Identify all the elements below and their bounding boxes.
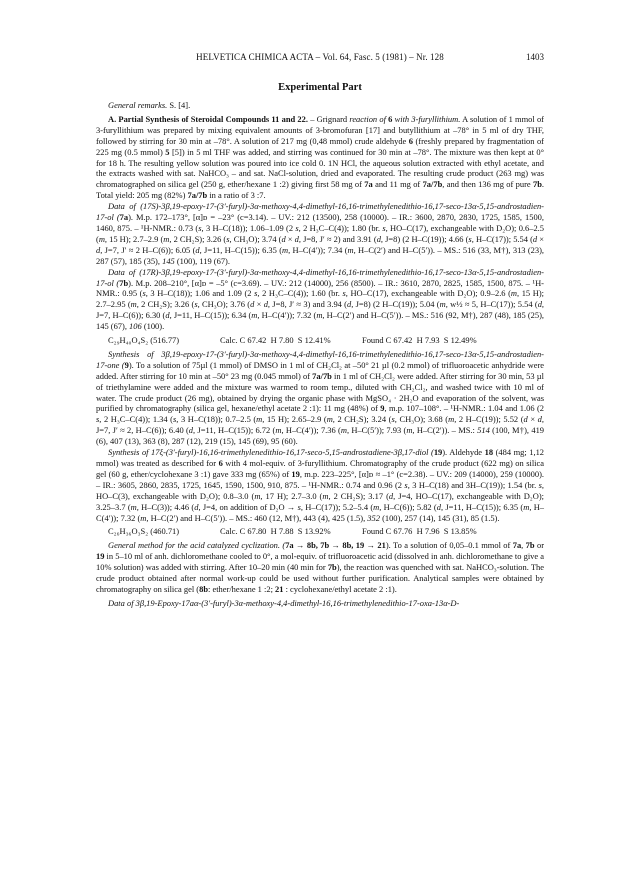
- text-run: ×: [285, 233, 295, 244]
- text-run: ×: [537, 233, 544, 244]
- text-run: d: [346, 299, 352, 310]
- text-run: , 15 H); 2.65–2.9 (: [262, 414, 327, 425]
- paragraph: [96, 114, 544, 201]
- text-run: d: [532, 233, 538, 244]
- text-run: A solution of 1 mmol of 3-furyllithium was prepared by mixing equivalent amounts of 3-bromofuran [17] and butyllithium at –78° in 5 ml of dry THF, followed by stirring for 30 min at –78°. A solution of 217 mg (0,48 mmol) crude aldehyde: [96, 113, 544, 146]
- text-run: m: [275, 425, 282, 436]
- text-run: Synthesis of 3β,19-epoxy-17-(3′-furyl)-3α-methoxy-4,4-dimethyl-16,16-trimethylenedithio-16,17-seco-13α-5,15-androstadien-17-one (: [96, 348, 544, 370]
- text-run: , 2 CH₂S); 3.17 (: [328, 490, 389, 501]
- text-run: d: [250, 299, 255, 310]
- text-run: d: [263, 299, 268, 310]
- page-number: 1403: [526, 52, 544, 62]
- paragraph: [96, 100, 544, 111]
- text-run: , CH₃O); 3.74 (: [229, 233, 282, 244]
- text-run: s: [382, 222, 386, 233]
- text-run: , 2 H₃C–C(4)); 1.60 (br.: [257, 288, 343, 299]
- text-run: m: [439, 299, 446, 310]
- text-run: d: [195, 244, 200, 255]
- text-run: , J=8, J′ ≈ 2) and 3.91 (: [298, 233, 377, 244]
- text-run: , H–C(3)); 4.46 (: [136, 501, 195, 512]
- text-run: , 17 H); 2.7–3.0 (: [260, 490, 323, 501]
- calculated-values: Calc. C 67.80 H 7.88 S 13.92%: [220, 526, 331, 537]
- text-run: 145: [162, 255, 175, 266]
- text-run: 7a: [364, 179, 373, 190]
- text-run: 6: [408, 135, 414, 146]
- text-run: (100).: [141, 321, 165, 332]
- text-run: , J=4, on addition of D₂O →: [198, 501, 298, 512]
- text-run: , H–C(5′)); 7.93 (: [346, 425, 407, 436]
- text-run: 1N HCl, the aqueous solution extracted with ethyl acetate, and the extracts washed with sat. NaHCO₃ – and sat. NaCl-solution, dried and evaporated. The resulting crude product (263 mg) was chromatographed on silica gel (250 g, ether/hexane 1 :2) giving first 58 mg of: [96, 157, 544, 190]
- text-run: 6: [388, 113, 393, 124]
- text-run: , 2 CH₂S); 3.24 (: [332, 414, 392, 425]
- text-run: d: [523, 414, 528, 425]
- text-run: 7a/7b: [187, 190, 208, 201]
- text-run: , J=11, H–C(15)); 6.35 (: [199, 244, 283, 255]
- text-run: , 3 H–C(18)); 1.06 and 1.09 (2: [145, 288, 255, 299]
- text-run: 19: [433, 447, 443, 458]
- text-run: 7a: [512, 540, 522, 551]
- text-run: s: [295, 222, 299, 233]
- text-run: and 11 mg of: [372, 179, 423, 190]
- text-run: 106: [129, 321, 142, 332]
- text-run: m: [347, 244, 354, 255]
- text-run: (100), 257 (14), 145 (31), 85 (1.5).: [379, 512, 500, 523]
- text-run: 514: [477, 425, 490, 436]
- text-run: , H–C(4′)); 7.36 (: [281, 425, 341, 436]
- text-run: , J=8, J′ ≈ 3) and 3.94 (: [267, 299, 347, 310]
- text-run: in 1 ml of CH₂Cl₂ were added. After stirring for 30 min, 53 µl of triethylamine were added and the mixture was warmed to room temp., diluted with CH₂Cl₂, and washed twice with 10 ml of water. The crude product (26 mg), obtained by drying the organic phase with MgSO₄ · 2H₂O and evaporation of the solvent, was purified by chromatography (silica gel, hexane/ethyl acetate 2 :1): 11 mg (48%) of: [96, 370, 544, 414]
- text-run: , H–C(2′) and H–C(5′)). – MS.: 516 (92, M†), 287 (48), 185 (25), 145 (67),: [96, 310, 544, 332]
- text-run: d: [537, 414, 542, 425]
- text-run: m: [140, 512, 147, 523]
- text-run: , H–C(4′)); 7.32 (: [96, 501, 545, 523]
- text-run: 19: [96, 551, 105, 562]
- text-run: with 3-furyllithium.: [392, 113, 461, 124]
- text-run: 7a/7b: [422, 179, 443, 190]
- text-run: d: [194, 501, 199, 512]
- text-run: m: [130, 299, 137, 310]
- text-run: , H–C(2′)). – MS.:: [412, 425, 478, 436]
- text-run: m: [322, 490, 329, 501]
- formula-label: C₂₆H₃₆O₃S₂ (460.71): [108, 526, 180, 537]
- text-run: 7b: [119, 277, 129, 288]
- text-run: , 15 H); 2.7–2.95 (: [96, 288, 544, 310]
- text-run: , 2 H₃C–C(4)); 1.80 (br.: [298, 222, 383, 233]
- text-run: or: [534, 540, 545, 551]
- text-run: , m.p. 223–225°, [α]ᴅ ≈ –1° (c=2.38). – UV.: 209 (14000), 259 (10000). – IR.: 3605, 2860, 2835, 1725, 1645, 1590, 1500, 910, 875. – ¹H-NMR.: 0.74 and 0.96 (2: [96, 468, 544, 490]
- text-run: s: [538, 479, 542, 490]
- text-run: m: [523, 501, 530, 512]
- text-run: S. [4].: [169, 100, 191, 110]
- text-run: , H–C(4′)); 7.32 (: [257, 310, 317, 321]
- text-run: , H–C(17)); 5.2–5.4 (: [300, 501, 374, 512]
- text-run: d: [188, 425, 194, 436]
- text-run: d: [294, 233, 299, 244]
- text-run: General method for the acid catalyzed cyclization. (: [108, 540, 286, 551]
- text-run: : ether/hexane 1 :2;: [208, 583, 276, 594]
- text-run: , J=11, H–C(15)); 6.35 (: [440, 501, 524, 512]
- text-run: ,: [521, 540, 526, 551]
- text-run: m: [251, 310, 258, 321]
- text-run: d: [436, 501, 441, 512]
- text-run: , CH₃O); 3.76 (: [197, 299, 251, 310]
- text-run: A. Partial Synthesis of Steroidal Compounds 11 and 22.: [108, 113, 311, 124]
- text-run: , J=7, J′ ≈ 2 H–C(6)); 6.05 (: [100, 244, 196, 255]
- text-run: reaction of: [349, 113, 389, 124]
- text-run: ). To a solution of 75µl (1 mmol) of DMSO in 1 ml of CH₂Cl₂ at –50° 21 µl (0.2 mmol) of trifluoroacetic anhydride were added. After stirring for 10 min at –50° 23 mg (0.045 mmol) of: [96, 359, 544, 381]
- text-run: , 3 H–C(18) and 3H–C(19)); 1.54 (br.: [407, 479, 539, 490]
- text-run: Data of 3β,19-Epoxy-17aα-(3′-furyl)-3α-methoxy-4,4-dimethyl-16,16-trimethylenedithio-17-oxa-13α-D-: [108, 597, 460, 608]
- text-run: d: [388, 490, 394, 501]
- text-run: 9: [380, 403, 385, 414]
- found-values: Found C 67.76 H 7.96 S 13.85%: [362, 526, 477, 537]
- text-run: s: [142, 288, 146, 299]
- experimental-text: [96, 100, 544, 609]
- text-run: 7a: [119, 212, 129, 223]
- text-run: s: [254, 288, 258, 299]
- text-run: ×: [527, 414, 538, 425]
- text-run: . Total yield: 205 mg (82%): [96, 179, 544, 201]
- text-run: (100), 119 (67).: [174, 255, 230, 266]
- text-run: , HO–C(3), exchangeable with D₂O); 0.8–3.0 (: [96, 479, 545, 501]
- text-run: 9: [124, 359, 129, 370]
- text-run: m: [316, 310, 323, 321]
- text-run: 352: [367, 512, 380, 523]
- text-run: , HO–C(17), exchangeable with D₂O); 0.6–2.5 (: [96, 222, 545, 244]
- text-run: (484 mg; 1,12 mmol) was treated as described for: [96, 447, 545, 468]
- text-run: ). Aldehyde: [442, 447, 485, 458]
- text-run: 7a/7b: [312, 370, 332, 381]
- text-run: (freshly prepared by fragmentation of 225 mg (0.5 mmol): [96, 135, 544, 157]
- paragraph: [96, 598, 544, 609]
- text-run: d: [537, 299, 542, 310]
- formula-label: C₂₉H₄₀O₄S₂ (516.77): [108, 335, 180, 346]
- text-run: General remarks.: [108, 100, 170, 110]
- text-run: , 3 H–C(18)); 1.06–1.09 (2: [201, 222, 296, 233]
- text-run: , J=4, HO–C(17), exchangeable with D₂O); 3.25–3.7 (: [96, 490, 545, 512]
- text-run: m: [98, 233, 105, 244]
- text-run: , 15 H); 2.7–2.9 (: [104, 233, 164, 244]
- text-run: m: [340, 425, 347, 436]
- text-run: s: [342, 288, 346, 299]
- text-run: ). M.p. 172–173°, [α]ᴅ = –23° (c=3.14). – UV.: 212 (13500), 258 (10000). – IR.: 3600, 2870, 2830, 1725, 1585, 1500, 1460, 875. – ¹H-NMR.: 0.73 (: [96, 212, 544, 233]
- text-run: ). M.p. 208–210°, [α]ᴅ = –5° (c=3.69). – UV.: 212 (14000), 256 (8500). – IR.: 3610, 2870, 2825, 1585, 1500, 875. – ¹H-NMR.: 0.95 (: [96, 277, 544, 299]
- text-run: 21: [275, 583, 284, 594]
- text-run: 7a → 8b, 7b → 8b, 19 → 21: [285, 540, 386, 551]
- text-run: 7b: [327, 562, 337, 573]
- elemental-analysis: [96, 335, 544, 346]
- text-run: s: [226, 233, 230, 244]
- text-run: d: [281, 233, 286, 244]
- text-run: s: [198, 222, 202, 233]
- text-run: 5: [165, 146, 170, 157]
- text-run: 7b: [525, 540, 535, 551]
- text-run: m: [326, 414, 333, 425]
- text-run: , J=7, J′ ≈ 2, H–C(6)); 6.40 (: [96, 414, 544, 436]
- running-header: [96, 52, 544, 64]
- paragraph: [96, 201, 544, 266]
- found-values: Found C 67.42 H 7.93 S 12.49%: [362, 335, 477, 346]
- text-run: , m.p. 107–108°. – ¹H-NMR.: 1.04 and 1.06 (2: [384, 403, 544, 414]
- text-run: d: [165, 310, 170, 321]
- journal-title: HELVETICA CHIMICA ACTA – Vol. 64, Fasc. 5 (1981) – Nr. 128: [196, 52, 444, 62]
- text-run: , w½ ≈ 5, H–C(17)); 5.54 (: [445, 299, 538, 310]
- text-run: , HO–C(17), exchangeable with D₂O); 0.9–2.6 (: [345, 288, 511, 299]
- text-run: , and then 136 mg of pure: [442, 179, 533, 190]
- text-run: m: [130, 501, 137, 512]
- text-run: m: [373, 501, 380, 512]
- text-run: , 2 CH₂S); 3.26 (: [136, 299, 195, 310]
- text-run: 18: [484, 447, 494, 458]
- text-run: m: [510, 288, 518, 299]
- text-run: : cyclohexane/ethyl acetate 2 :1).: [283, 583, 397, 594]
- text-run: m: [282, 244, 289, 255]
- text-run: m: [163, 233, 170, 244]
- text-run: m: [448, 414, 455, 425]
- paragraph: [96, 540, 544, 595]
- text-run: 6: [218, 458, 223, 468]
- text-run: ×: [254, 299, 264, 310]
- text-run: , 2 H₃C–C(4)); 1.34 (: [99, 414, 173, 425]
- text-run: d: [376, 233, 381, 244]
- text-run: (100, M†), 419 (6), 407 (13), 363 (8), 287 (12), 219 (15), 145 (69), 95 (60).: [96, 425, 545, 447]
- text-run: s: [404, 479, 408, 490]
- text-run: , J=11, H–C(15)); 6.72 (: [193, 425, 276, 436]
- text-run: – Grignard: [310, 113, 350, 124]
- text-run: s: [297, 501, 301, 512]
- section-heading: Experimental Part: [278, 82, 362, 93]
- text-run: 19: [291, 468, 300, 479]
- text-run: s: [391, 414, 395, 425]
- text-run: , J=8) (2 H–C(19)); 4.66 (: [380, 233, 469, 244]
- text-run: with 4 mol-equiv. of 3-furyllithium. Chromatography of the crude product (622 mg) on silica gel (60 g, ether/cyclohexane 3 :1) gave 333 mg (65%) of: [96, 458, 544, 479]
- paragraph: [96, 267, 544, 332]
- text-run: , H–C(2′) and H–C(5′)). – MS.: 516 (33, M†), 313 (23), 287 (57), 185 (35),: [96, 244, 545, 266]
- text-run: 8b: [199, 583, 209, 594]
- text-run: s: [468, 233, 472, 244]
- text-run: m: [256, 414, 263, 425]
- calculated-values: Calc. C 67.42 H 7.80 S 12.41%: [220, 335, 331, 346]
- text-run: in 5–10 ml of anh. dichloromethane cooled to 0°, a mol-equiv. of trifluoroacetic acid (dissolved in anh. dichloromethane to give a 10% solution) was added with stirring. After 10–20 min (40 min for: [96, 551, 544, 573]
- text-run: , H–C(4′)); 7.34 (: [288, 244, 348, 255]
- paragraph: [96, 447, 544, 523]
- text-run: , 2 H–C(19)); 5.52 (: [454, 414, 524, 425]
- text-run: Data of (17S)-3β,19-epoxy-17-(3′-furyl)-3α-methoxy-4,4-dimethyl-16,16-trimethylenedithio-16,17-seco-13α-5,15-androstadien-17-ol (: [96, 201, 544, 223]
- text-run: , H–C(6)); 5.82 (: [379, 501, 437, 512]
- text-run: , 2 CH₂S); 3.26 (: [169, 233, 227, 244]
- text-run: , 3 H–C(18)); 0.7–2.5 (: [176, 414, 257, 425]
- text-run: m: [254, 490, 261, 501]
- text-run: , H–C(17)); 5.54 (: [471, 233, 533, 244]
- text-run: ). To a solution of 0,05–0.1 mmol of: [385, 540, 513, 551]
- text-run: s: [96, 414, 100, 425]
- text-run: m: [406, 425, 413, 436]
- text-run: , J=8) (2 H–C(19)); 5.04 (: [351, 299, 440, 310]
- text-run: , J=11, H–C(15)); 6.34 (: [169, 310, 252, 321]
- text-run: , H–C(2′) and H–C(5′)). – MS.: 460 (12, M†), 443 (4), 425 (1.5),: [146, 512, 368, 523]
- text-run: 7b: [532, 179, 542, 190]
- text-run: Synthesis of 17ξ-(3′-furyl)-16,16-trimethylenedithio-16,17-seco-5,15-androstadiene-3β,17-diol (: [108, 447, 434, 458]
- text-run: , J=7, H–C(6)); 6.30 (: [96, 299, 545, 321]
- text-run: , CH₃O); 3.68 (: [394, 414, 449, 425]
- paragraph: [96, 349, 544, 447]
- text-run: Data of (17R)-3β,19-epoxy-17-(3′-furyl)-3α-methoxy-4,4-dimethyl-16,16-trimethylenedithio-16,17-seco-13α-5,15-androstadien-17-ol (: [96, 266, 544, 288]
- text-run: d: [96, 244, 101, 255]
- text-run: in a ratio of 3 :7.: [207, 190, 266, 201]
- text-run: ), the reaction was quenched with sat. NaHCO₃-solution. The crude product obtained after normal work-up could be used without further purification. Analytical samples were obtained by chromatography on silica gel (: [96, 562, 544, 594]
- elemental-analysis: [96, 526, 544, 537]
- text-run: s: [194, 299, 198, 310]
- text-run: s: [172, 414, 177, 425]
- text-run: [5]) in 5 ml THF was added, and stirring was continued for 30 min at –78°. The mixture was then kept at 0° for 18 h. The resulting yellow solution was poured into ice cold 0.: [96, 146, 545, 168]
